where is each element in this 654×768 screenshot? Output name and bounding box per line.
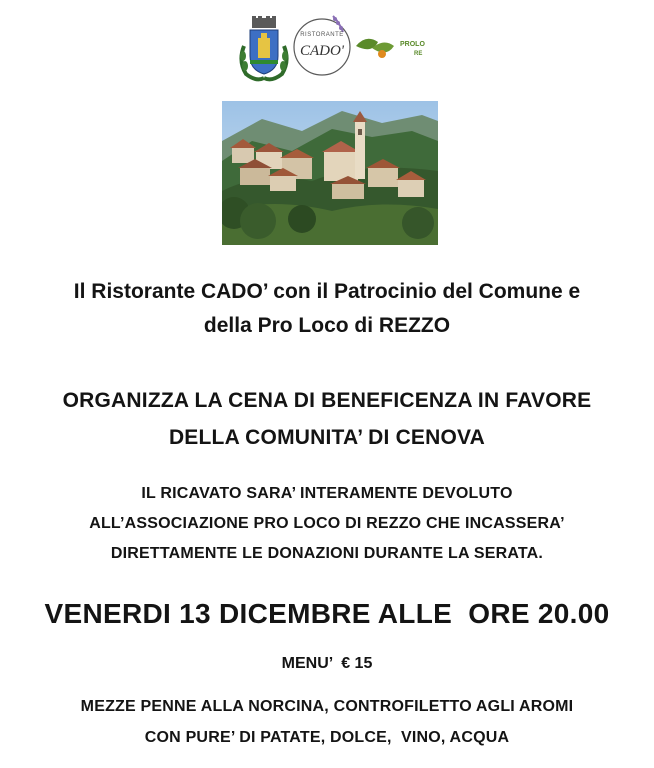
headline <box>0 382 654 456</box>
intro-text <box>0 275 654 343</box>
village-photo <box>222 101 438 245</box>
menu-price <box>0 651 654 677</box>
proloco-logo-text-bottom: RE <box>414 51 423 57</box>
details-text <box>0 479 654 569</box>
menu-line-1: MEZZE PENNE ALLA NORCINA, CONTROFILETTO AGLI AROMI <box>80 698 574 715</box>
cado-logo-top-text: RISTORANTE <box>300 32 344 38</box>
details-line-1: IL RICAVATO SARA’ INTERAMENTE DEVOLUTO <box>141 485 513 502</box>
comune-crest-icon <box>236 16 292 82</box>
cado-logo <box>289 12 355 78</box>
proloco-logo-text-top: PROLO <box>400 41 425 48</box>
details-line-2: ALL’ASSOCIAZIONE PRO LOCO DI REZZO CHE INCASSERA’ <box>89 515 565 532</box>
headline-line-1: ORGANIZZA LA CENA DI BENEFICENZA IN FAVORE <box>62 389 592 412</box>
details-line-3: DIRETTAMENTE LE DONAZIONI DURANTE LA SERATA. <box>110 545 544 562</box>
logos-row <box>0 10 654 80</box>
menu-items <box>0 691 654 753</box>
menu-line-2: CON PURE’ DI PATATE, DOLCE, VINO, ACQUA <box>144 729 510 746</box>
menu-price-text: MENU’ € 15 <box>281 655 373 672</box>
intro-line-1: Il Ristorante CADO’ con il Patrocinio del Comune e <box>73 280 581 303</box>
event-date-text: VENERDI 13 DICEMBRE ALLE ORE 20.00 <box>44 598 610 629</box>
proloco-logo <box>352 32 432 64</box>
event-date <box>0 594 654 634</box>
headline-line-2: DELLA COMUNITA’ DI CENOVA <box>168 426 486 449</box>
cado-logo-main-text: CADO' <box>299 43 345 59</box>
intro-line-2: della Pro Loco di REZZO <box>203 314 451 337</box>
